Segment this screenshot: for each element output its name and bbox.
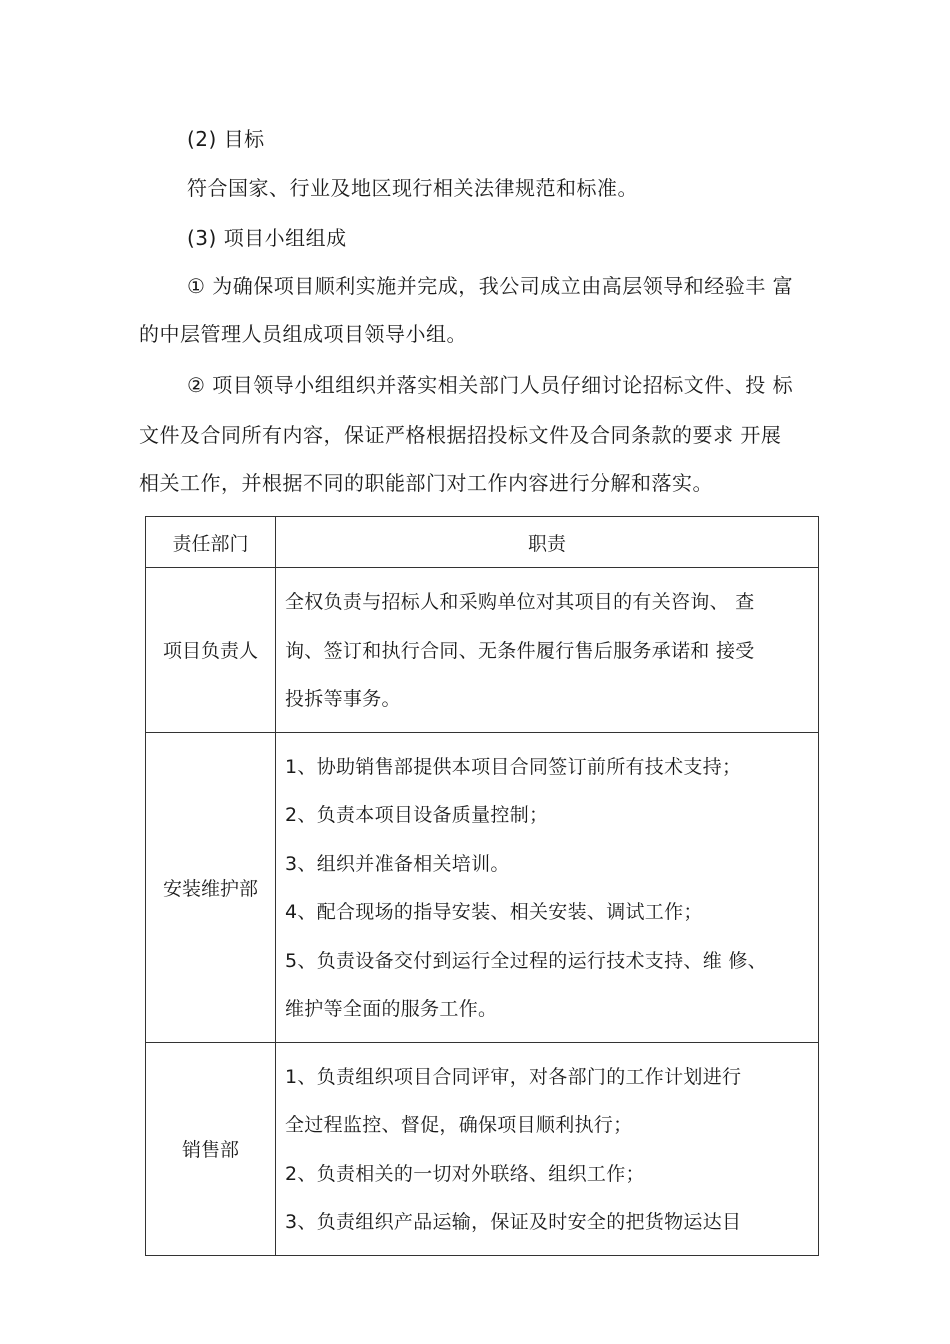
duty-line: 询、签订和执行合同、无条件履行售后服务承诺和 接受 xyxy=(285,639,755,662)
paragraph-team-1-line2: 的中层管理人员组成项目领导小组。 xyxy=(139,322,467,346)
table-row xyxy=(146,732,819,1042)
paragraph-team-1-line1: ① 为确保项目顺利实施并完成，我公司成立由高层领导和经验丰 富 xyxy=(187,274,794,298)
duty-line: 1、协助销售部提供本项目合同签订前所有技术支持； xyxy=(285,755,742,778)
responsibility-table xyxy=(145,516,819,1256)
dept-cell: 项目负责人 xyxy=(146,568,276,733)
header-department: 责任部门 xyxy=(146,517,276,568)
duty-line: 维护等全面的服务工作。 xyxy=(285,998,498,1020)
duty-line: 3、负责组织产品运输，保证及时安全的把货物运达目 xyxy=(285,1211,742,1233)
paragraph-team-2-line1: ② 项目领导小组组织并落实相关部门人员仔细讨论招标文件、投 标 xyxy=(187,373,794,397)
dept-cell: 销售部 xyxy=(146,1042,276,1255)
duty-cell xyxy=(276,1042,819,1255)
table-row xyxy=(146,1042,819,1255)
duty-line: 3、组织并准备相关培训。 xyxy=(285,852,510,875)
duty-line: 2、负责本项目设备质量控制； xyxy=(285,804,549,826)
dept-cell: 安装维护部 xyxy=(146,732,276,1042)
duty-line: 5、负责设备交付到运行全过程的运行技术支持、维 修、 xyxy=(285,949,767,972)
paragraph-goal-text: 符合国家、行业及地区现行相关法律规范和标准。 xyxy=(187,176,638,200)
table-row xyxy=(146,568,819,733)
section-heading-team: (3) 项目小组组成 xyxy=(187,226,347,250)
table-header-row xyxy=(146,517,819,568)
duty-cell xyxy=(276,568,819,733)
paragraph-team-2-line2: 文件及合同所有内容，保证严格根据招投标文件及合同条款的要求 开展 xyxy=(139,423,782,447)
paragraph-team-2-line3: 相关工作，并根据不同的职能部门对工作内容进行分解和落实。 xyxy=(139,471,713,495)
duty-line: 投拆等事务。 xyxy=(285,688,401,710)
section-heading-goal: (2) 目标 xyxy=(187,127,265,151)
duty-line: 4、配合现场的指导安装、相关安装、调试工作； xyxy=(285,901,703,923)
header-duty: 职责 xyxy=(276,517,819,568)
duty-line: 全过程监控、督促，确保项目顺利执行； xyxy=(285,1114,633,1136)
duty-line: 1、负责组织项目合同评审，对各部门的工作计划进行 xyxy=(285,1065,742,1088)
duty-line: 2、负责相关的一切对外联络、组织工作； xyxy=(285,1162,645,1185)
duty-cell xyxy=(276,732,819,1042)
duty-line: 全权负责与招标人和采购单位对其项目的有关咨询、 查 xyxy=(285,591,755,613)
